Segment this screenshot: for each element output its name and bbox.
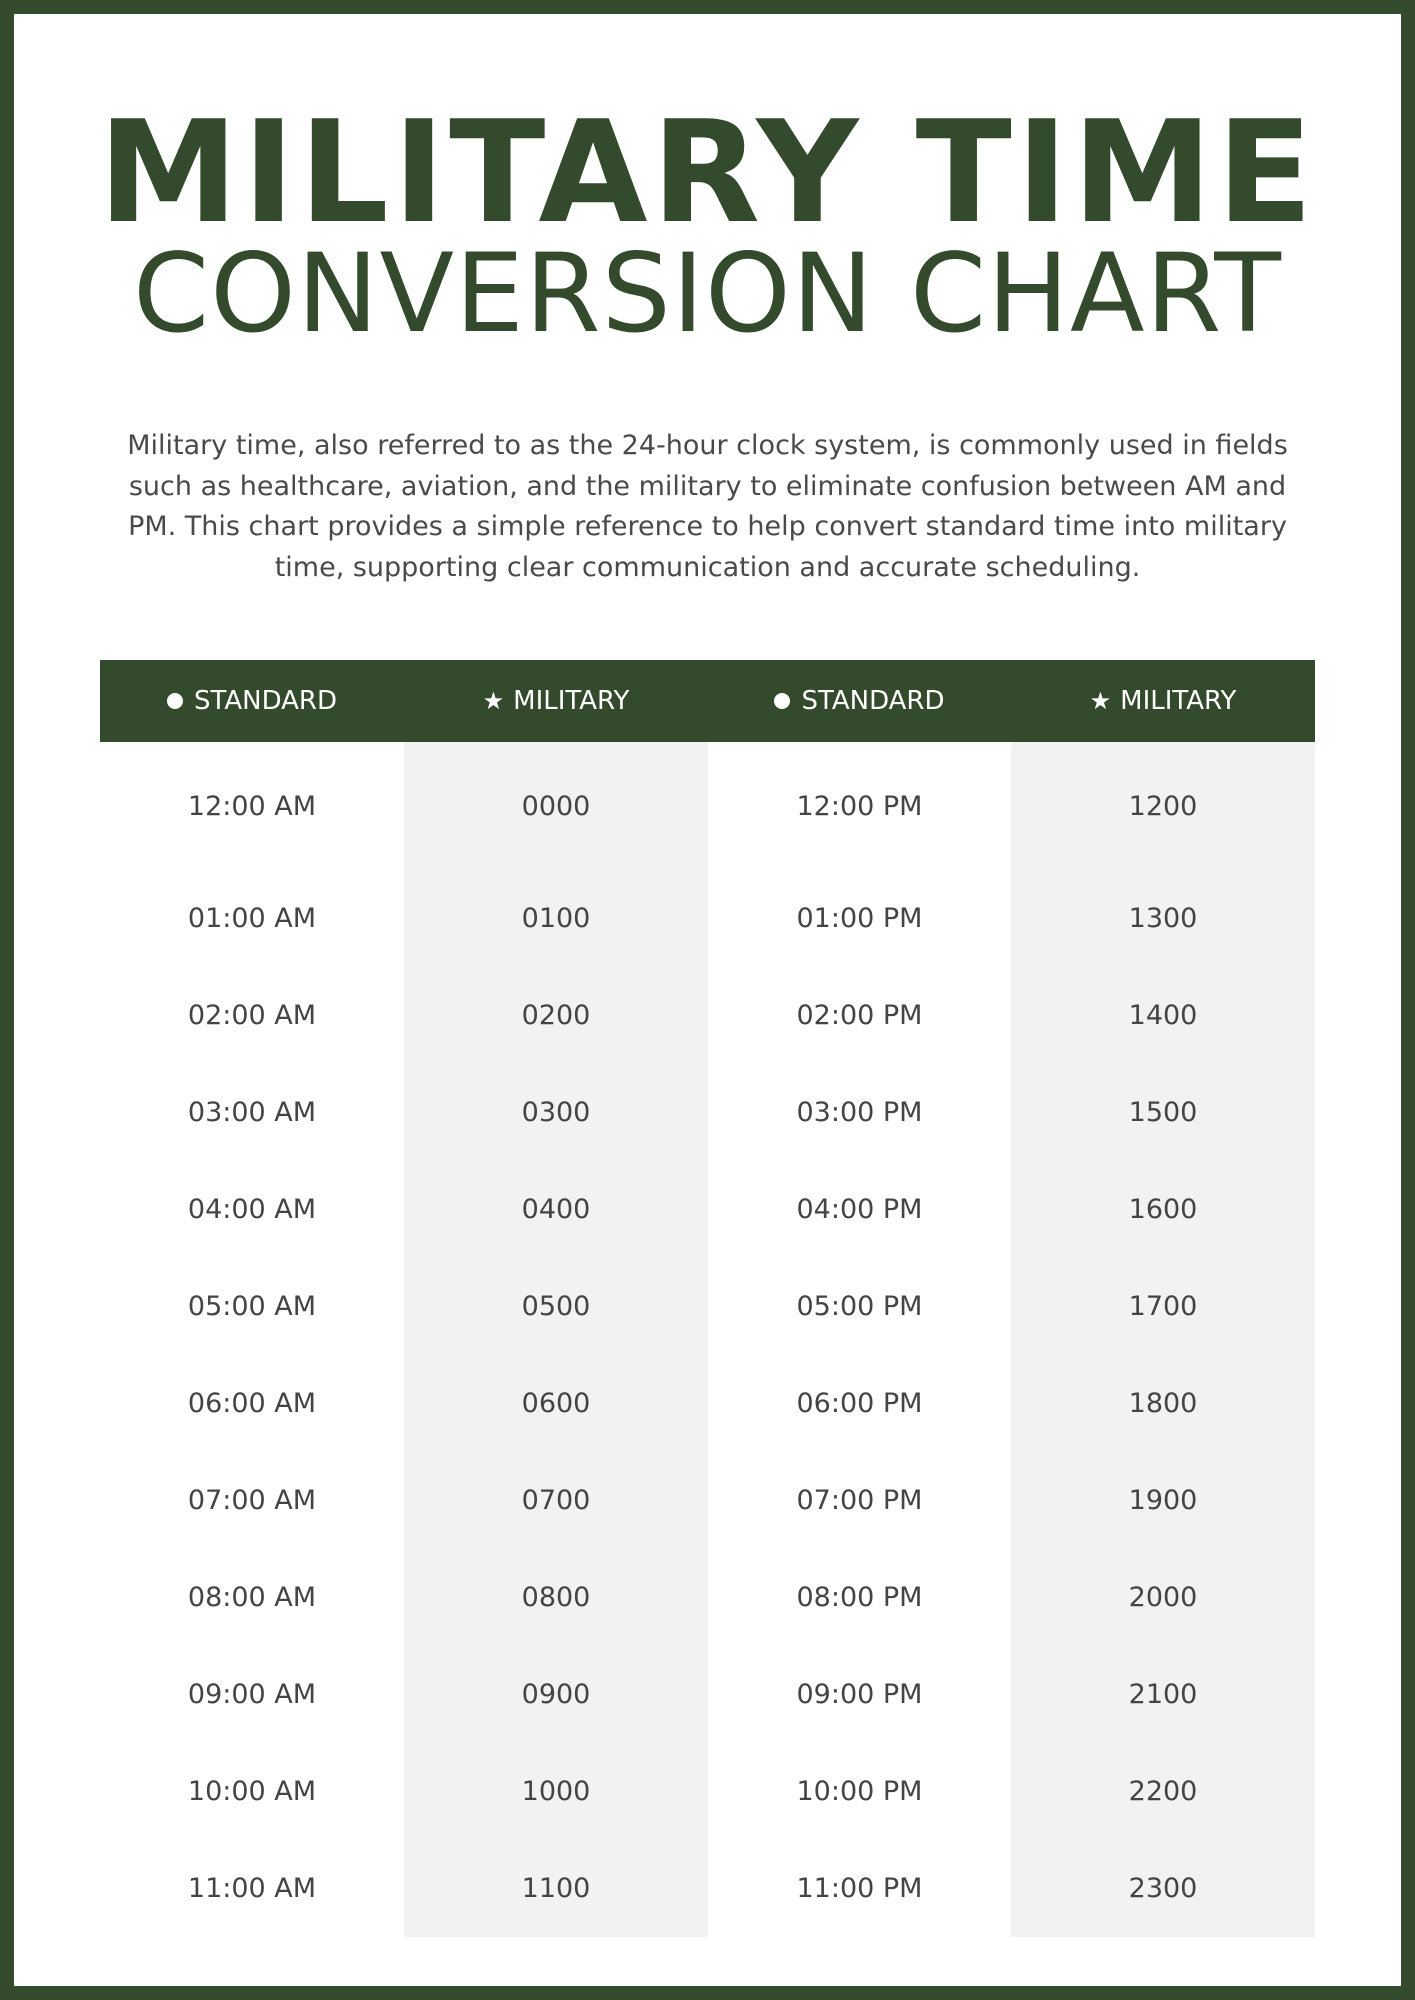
table-cell: 03:00 PM bbox=[796, 1097, 923, 1128]
table-cell: 11:00 AM bbox=[187, 1873, 317, 1904]
table-cell: 10:00 PM bbox=[796, 1776, 923, 1807]
table-cell: 12:00 PM bbox=[796, 790, 923, 822]
star-icon: ★ bbox=[482, 687, 505, 715]
header-standard-pm bbox=[708, 660, 1011, 742]
table-cell: 0700 bbox=[521, 1485, 591, 1516]
table-cell: 0800 bbox=[521, 1582, 591, 1613]
table-cell: 10:00 AM bbox=[187, 1776, 317, 1807]
table-cell: 2100 bbox=[1128, 1679, 1198, 1710]
title-subtitle: CONVERSION CHART bbox=[133, 230, 1282, 357]
table-cell: 12:00 AM bbox=[187, 790, 317, 822]
description-paragraph: Military time, also referred to as the 24-hour clock system, is commonly used in fields such as healthcare, aviation, and the military to eliminate confusion between AM and PM. This chart provides a simple reference to help convert standard time into military time, supporting clear communication and accurate scheduling. bbox=[127, 430, 1288, 583]
header-label: MILITARY bbox=[513, 686, 630, 716]
table-cell: 11:00 PM bbox=[796, 1873, 923, 1904]
header-label: STANDARD bbox=[801, 686, 945, 716]
circle-icon bbox=[774, 693, 790, 709]
header-label: STANDARD bbox=[193, 686, 338, 716]
table-cell: 02:00 PM bbox=[796, 1000, 923, 1031]
table-cell: 09:00 AM bbox=[187, 1679, 317, 1710]
table-cell: 1000 bbox=[521, 1776, 591, 1807]
table-cell: 0400 bbox=[521, 1194, 591, 1225]
table-cell: 08:00 PM bbox=[796, 1582, 923, 1613]
table-cell: 1100 bbox=[521, 1873, 591, 1904]
table-cell: 0200 bbox=[521, 1000, 591, 1031]
table-cell: 04:00 AM bbox=[187, 1194, 317, 1225]
table-cell: 1900 bbox=[1128, 1485, 1198, 1516]
table-cell: 0100 bbox=[521, 903, 591, 934]
table-cell: 04:00 PM bbox=[796, 1194, 923, 1225]
table-cell: 1800 bbox=[1128, 1388, 1198, 1419]
header-label: MILITARY bbox=[1120, 686, 1237, 716]
table-cell: 02:00 AM bbox=[187, 1000, 317, 1031]
table-cell: 06:00 AM bbox=[187, 1388, 317, 1419]
table-cell: 0600 bbox=[521, 1388, 591, 1419]
table-cell: 0500 bbox=[521, 1291, 591, 1322]
table-cell: 1200 bbox=[1128, 790, 1198, 822]
table-header bbox=[100, 660, 1315, 742]
table-cell: 05:00 AM bbox=[187, 1291, 317, 1322]
header-standard-am bbox=[100, 660, 404, 742]
table-cell: 0300 bbox=[521, 1097, 591, 1128]
table-cell: 1300 bbox=[1128, 903, 1198, 934]
table-cell: 01:00 PM bbox=[796, 903, 923, 934]
header-military-pm bbox=[1011, 660, 1315, 742]
table-cell: 09:00 PM bbox=[796, 1679, 923, 1710]
star-icon: ★ bbox=[1089, 687, 1112, 715]
table-cell: 1700 bbox=[1128, 1291, 1198, 1322]
table-cell: 07:00 PM bbox=[796, 1485, 923, 1516]
circle-icon bbox=[167, 693, 183, 709]
table-cell: 2300 bbox=[1128, 1873, 1198, 1904]
conversion-table bbox=[100, 660, 1315, 1916]
page-sheet bbox=[14, 14, 1401, 1986]
table-body bbox=[100, 742, 1315, 1916]
table-cell: 2200 bbox=[1128, 1776, 1198, 1807]
column-am-military bbox=[404, 742, 708, 1937]
table-cell: 1400 bbox=[1128, 1000, 1198, 1031]
column-pm-standard bbox=[708, 742, 1011, 1937]
table-cell: 03:00 AM bbox=[187, 1097, 317, 1128]
table-cell: 01:00 AM bbox=[187, 903, 317, 934]
table-cell: 05:00 PM bbox=[796, 1291, 923, 1322]
table-cell: 07:00 AM bbox=[187, 1485, 317, 1516]
table-cell: 2000 bbox=[1128, 1582, 1198, 1613]
table-cell: 0000 bbox=[521, 790, 591, 822]
table-cell: 06:00 PM bbox=[796, 1388, 923, 1419]
table-cell: 08:00 AM bbox=[187, 1582, 317, 1613]
table-cell: 1600 bbox=[1128, 1194, 1198, 1225]
column-pm-military bbox=[1011, 742, 1315, 1937]
table-cell: 1500 bbox=[1128, 1097, 1198, 1128]
table-cell: 0900 bbox=[521, 1679, 591, 1710]
header-military-am bbox=[404, 660, 708, 742]
title-main: MILITARY TIME bbox=[98, 91, 1317, 255]
column-am-standard bbox=[100, 742, 404, 1937]
